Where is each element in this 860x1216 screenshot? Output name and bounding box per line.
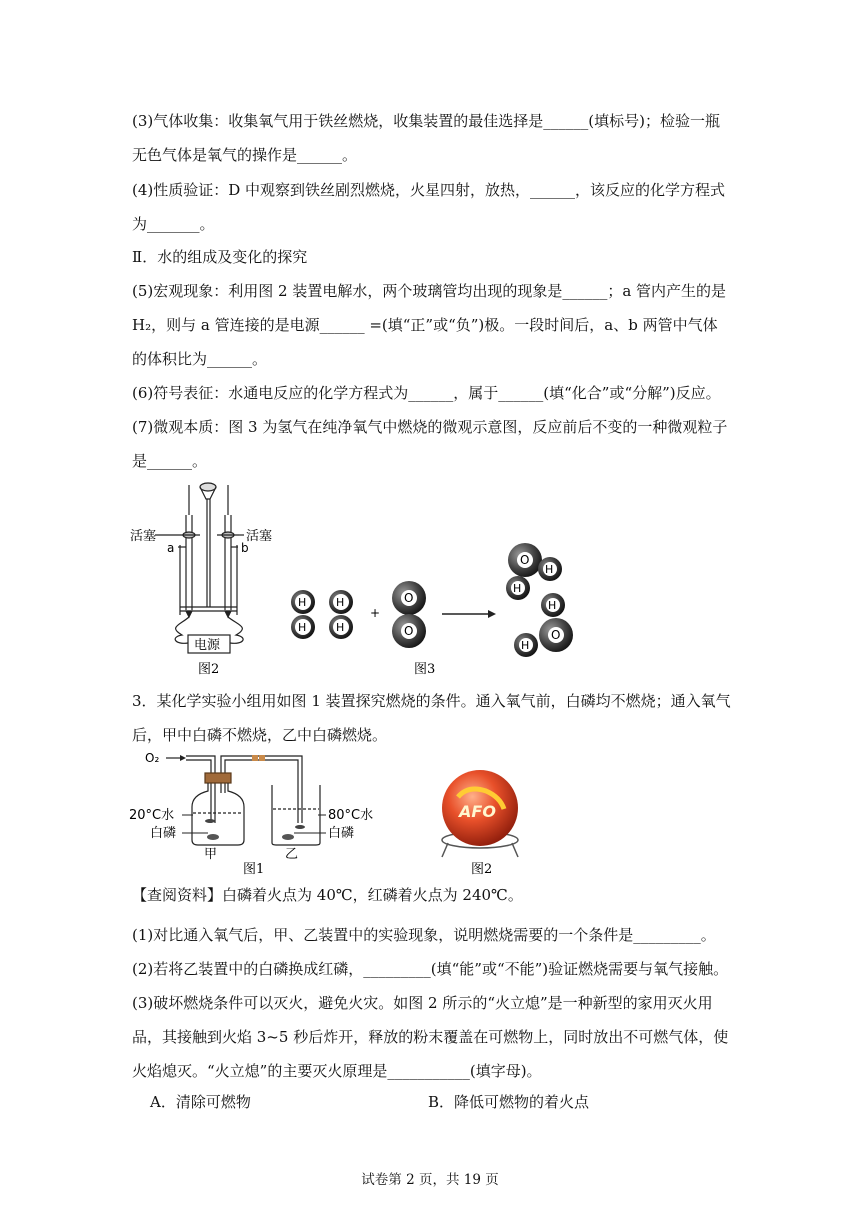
atom-label-o: O (551, 628, 561, 642)
option-b: B．降低可燃物的着火点 (428, 1093, 590, 1111)
oxygen-label: O₂ (145, 751, 160, 765)
figure-2-caption: 图2 (471, 862, 493, 877)
part-2-text: (2)若将乙装置中的白磷换成红磷，_________(填“能”或“不能”)验证燃烧需要与氧气接触。 (132, 960, 729, 978)
figure-2-caption: 图2 (198, 662, 220, 677)
yi-label: 乙 (285, 847, 299, 862)
arrow-icon (166, 755, 186, 761)
power-label: 电源 (194, 638, 221, 653)
stopcock-left-label: 活塞 (130, 529, 157, 544)
option-a: A．清除可燃物 (150, 1093, 251, 1111)
question-6-text: (6)符号表征：水通电反应的化学方程式为______，属于______(填“化合”或“分解”)反应。 (132, 384, 721, 402)
question-5-text: (5)宏观现象：利用图 2 装置电解水，两个玻璃管均出现的现象是______；a 管内产生的是H₂，则与 a 管连接的是电源______ =(填“正”或“负”)极。一段时间后，a、b 两管中气体的体积比为______。 (132, 282, 727, 368)
atom-label-h: H (336, 621, 345, 634)
atom-label-h: H (513, 582, 522, 595)
atom-label-o: O (404, 624, 414, 638)
water-80c-label: 80°C水 (328, 808, 374, 823)
electrolysis-apparatus (155, 483, 244, 653)
water-molecules (506, 543, 573, 657)
tube-a-label: a (167, 541, 175, 555)
figure-3-caption: 图3 (414, 662, 436, 677)
figure-electrolysis-and-micro (120, 475, 600, 685)
question-7-text: (7)微观本质：图 3 为氢气在纯净氧气中燃烧的微观示意图，反应前后不变的一种微观粒子是______。 (132, 418, 728, 470)
atom-label-h: H (298, 596, 307, 609)
reference-note: 【查阅资料】白磷着火点为 40℃，红磷着火点为 240℃。 (132, 886, 523, 904)
figure-combustion-apparatus (120, 745, 540, 880)
white-phosphorus-right-label: 白磷 (328, 826, 355, 841)
fire-ball-image (442, 770, 518, 857)
question-4-text: (4)性质验证：D 中观察到铁丝剧烈燃烧，火星四射，放热，______，该反应的化学方程式为_______。 (132, 181, 726, 233)
page-footer: 试卷第 2 页，共 19 页 (361, 1172, 499, 1188)
reaction-arrow-icon (442, 610, 496, 618)
atom-label-o: O (520, 553, 530, 567)
part-1-text: (1)对比通入氧气后，甲、乙装置中的实验现象，说明燃烧需要的一个条件是_________。 (132, 926, 716, 944)
atom-label-h: H (298, 621, 307, 634)
atom-label-h: H (521, 639, 530, 652)
question-3-intro: 3．某化学实验小组用如图 1 装置探究燃烧的条件。通入氧气前，白磷均不燃烧；通入氧气后，甲中白磷不燃烧，乙中白磷燃烧。 (132, 692, 731, 744)
figure-1-caption: 图1 (243, 862, 265, 877)
ball-logo-text: AFO (459, 802, 496, 821)
atom-label-h: H (545, 563, 554, 576)
plus-sign: + (370, 606, 381, 620)
tube-b-label: b (241, 541, 249, 555)
white-phosphorus-left-label: 白磷 (150, 826, 177, 841)
section-heading-water: Ⅱ．水的组成及变化的探究 (132, 248, 308, 266)
part-3-text: (3)破坏燃烧条件可以灭火，避免火灾。如图 2 所示的“火立熄”是一种新型的家用灭火用品，其接触到火焰 3~5 秒后炸开，释放的粉末覆盖在可燃物上，同时放出不可燃气体，使火焰熄灭。“火立熄”的主要灭火原理是___________(填字母)。 (132, 994, 729, 1080)
jia-label: 甲 (204, 847, 218, 862)
atom-label-o: O (404, 591, 414, 605)
water-20c-label: 20°C水 (129, 808, 175, 823)
atom-label-h: H (548, 599, 557, 612)
question-3-text: (3)气体收集：收集氧气用于铁丝燃烧，收集装置的最佳选择是______(填标号)；检验一瓶无色气体是氧气的操作是______。 (132, 112, 720, 164)
stopcock-right-label: 活塞 (246, 529, 273, 544)
atom-label-h: H (336, 596, 345, 609)
